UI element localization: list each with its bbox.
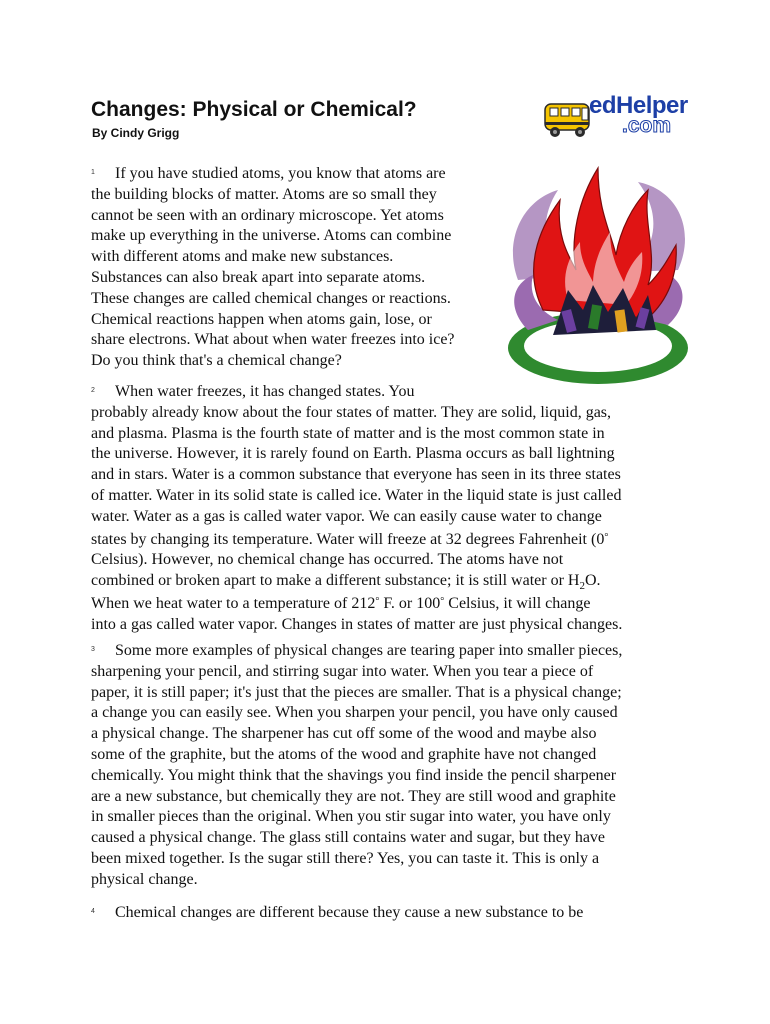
page-title: Changes: Physical or Chemical? (91, 98, 417, 121)
school-bus-icon (542, 98, 594, 142)
logo-brand-text: edHelper (589, 92, 688, 119)
paragraph-1: 1 If you have studied atoms, you know that atoms are the building blocks of matter. Atoms are so small they cannot be seen with an ordinary microscope. Yet atoms make up everything in the universe. Atoms can combine with different atoms and make new substances. Substances can also break apart into separate atoms. These changes are called chemical changes or reactions. Chemical reactions happen when atoms gain, lose, or share electrons. What about when water freezes into ice? Do you think that's a chemical change? (91, 165, 455, 370)
degree-symbol: ° (604, 531, 609, 543)
paragraph-number: 4 (91, 908, 95, 915)
paragraph-number: 1 (91, 169, 95, 176)
flames-illustration (498, 160, 698, 388)
paragraph-3: 3 Some more examples of physical changes are tearing paper into smaller pieces, sharpening your pencil, and stirring sugar into water. When you tear a piece of paper, it is still paper; it's just that the pieces are smaller. That is a physical change; a change you can easily see. When you sharpen your pencil, you have only caused a physical change. The sharpener has cut off some of the wood and maybe also some of the graphite, but the atoms of the wood and graphite have not changed chemically. You might think that the shavings you find inside the pencil sharpener are a new substance, but chemically they are not. They are still wood and graphite in smaller pieces than the original. When you stir sugar into water, you have only caused a physical change. The glass still contains water and sugar, but they have been mixed together. Is the sugar still there? Yes, you can taste it. This is only a physical change. (91, 642, 623, 888)
logo-suffix-text: .com (622, 114, 672, 137)
paragraph-2: 2 When water freezes, it has changed states. You probably already know about the four states of matter. They are solid, liquid, gas, and plasma. Plasma is the fourth state of matter and is the most common state in the universe. However, it is rarely found on Earth. Plasma occurs as ball lightning and in stars. Water is a common substance that everyone has seen in its three states of matter. Water in its solid state is called ice. Water in the liquid state is just called water. Water as a gas is called water vapor. We can easily cause water to change states by changing its temperature. Water will freeze at 32 degrees Fahrenheit (0° Celsius). However, no chemical change has occurred. The atoms have not combined or broken apart to make a different substance; it is still water or $H_2O$. When we heat water to a temperature of 212° F. or 100° Celsius, it will change into a gas called water vapor. Changes in states of matter are just physical changes. (91, 383, 623, 633)
degree-symbol: ° (440, 595, 445, 607)
edhelper-logo[interactable] (542, 94, 688, 146)
paragraph-number: 3 (91, 646, 95, 653)
paragraph-4: 4 Chemical changes are different because they cause a new substance to be (91, 904, 584, 921)
formula-subscript: 2 (579, 580, 585, 593)
author-byline: By Cindy Grigg (92, 126, 180, 140)
paragraph-number: 2 (91, 387, 95, 394)
degree-symbol: ° (375, 595, 380, 607)
